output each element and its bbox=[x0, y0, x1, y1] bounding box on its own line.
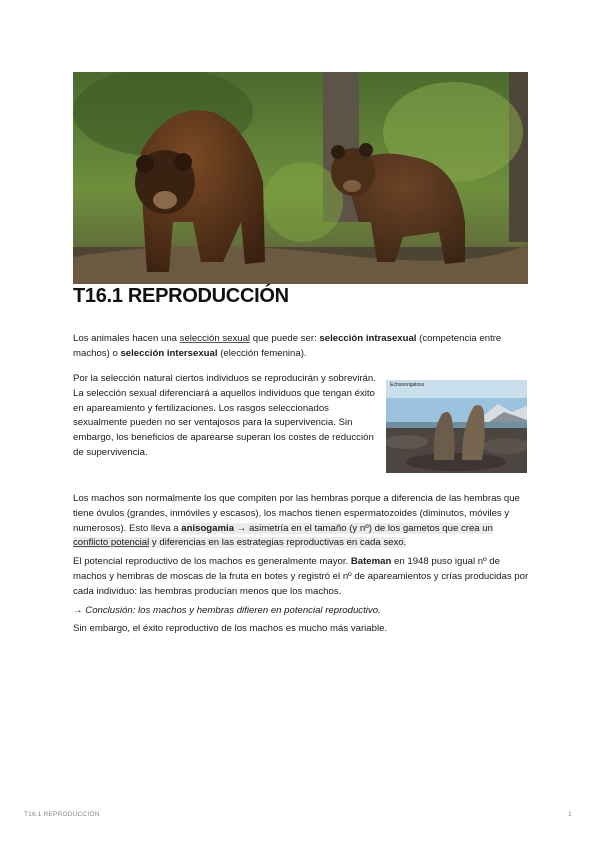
intro-text-2: que puede ser: bbox=[250, 333, 320, 344]
intersexual-term: selección intersexual bbox=[120, 347, 218, 359]
bateman-text-1: El potencial reproductivo de los machos es generalmente mayor. bbox=[73, 556, 351, 568]
anisogamy-text-2: → asimetría en el tamaño (y nº) de los gametos que crea un bbox=[234, 522, 493, 534]
anisogamy-term: anisogamia bbox=[181, 522, 235, 534]
body-text bbox=[73, 492, 529, 641]
intrasexual-term: selección intrasexual bbox=[319, 333, 417, 344]
conclusion-paragraph bbox=[73, 604, 529, 619]
intro-text-3: (competencia entre machos) o bbox=[73, 333, 502, 359]
page-title: T16.1 REPRODUCCIÓN bbox=[73, 285, 289, 307]
sexual-selection-link[interactable]: selección sexual bbox=[179, 333, 251, 344]
elephant-seals-photo bbox=[386, 380, 527, 473]
photo-caption: Echooongaloss bbox=[390, 382, 425, 388]
anisogamy-text-1: Los machos son normalmente los que compiten por las hembras porque a diferencia de las hembras que tiene óvulos (grandes, inmóviles y escasos), los machos tienen espermatozoides (diminutos, móviles y numerosos). Esto lleva a bbox=[73, 493, 520, 534]
bateman-paragraph bbox=[73, 555, 529, 599]
page-number: 1 bbox=[568, 811, 572, 818]
bateman-text-2: en 1948 puso igual nº de machos y hembras de moscas de la fruta en botes y registró el nº de apareamientos y crías producidas por cada individuo: las hembras producían menos que los machos. bbox=[73, 556, 529, 597]
intro-text-1: Los animales hacen una bbox=[73, 333, 180, 344]
intro-text-4: (elección femenina). bbox=[217, 347, 307, 359]
potential-conflict-link[interactable]: conflicto potencial bbox=[73, 537, 150, 549]
natural-selection-paragraph: Por la selección natural ciertos individuos se reproducirán y sobrevirán. La selección sexual diferenciará a aquellos individuos que tengan éxito en apareamiento y fertilizaciones. Los rasgos seleccionados sexualmente pueden no ser ventajosos para la supervivencia. Sin embargo, los beneficios de aparearse superan los costes de reducción de supervivencia. bbox=[73, 373, 376, 458]
anisogamy-paragraph bbox=[73, 492, 529, 551]
footer-title: T16.1 REPRODUCCIÓN bbox=[24, 811, 100, 818]
anisogamy-text-3: y diferencias en las estrategias reproductivas en cada sexo. bbox=[149, 537, 407, 549]
intro-paragraph bbox=[73, 332, 529, 362]
conclusion-text: → Conclusión: los machos y hembras difieren en potencial reproductivo. bbox=[73, 604, 381, 616]
variability-paragraph: Sin embargo, el éxito reproductivo de los machos es mucho más variable. bbox=[73, 623, 388, 635]
bears-photo bbox=[73, 72, 528, 284]
bateman-term: Bateman bbox=[350, 556, 392, 568]
